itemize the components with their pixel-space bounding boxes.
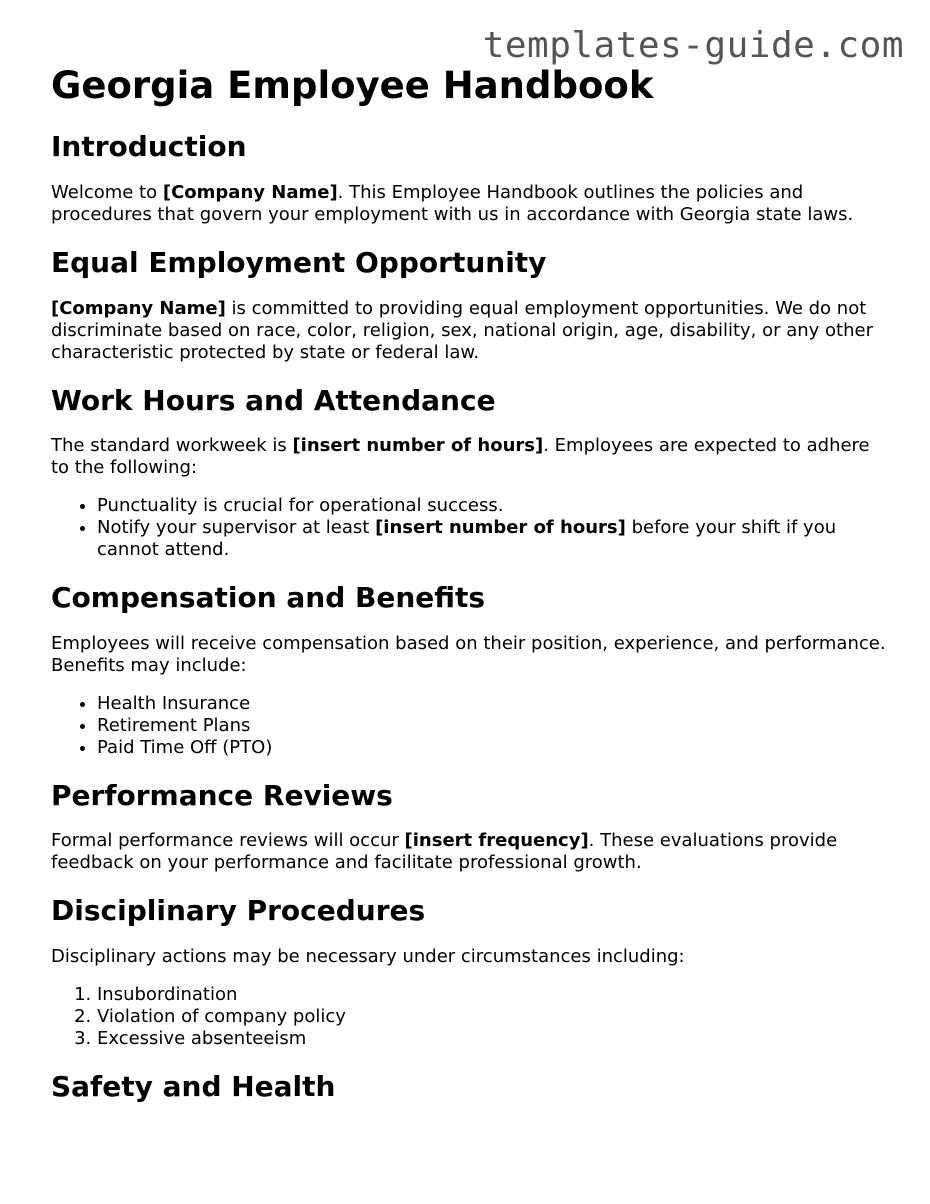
watermark: templates-guide.com: [482, 25, 904, 66]
section-heading-equal-employment: Equal Employment Opportunity: [51, 245, 547, 279]
list-item: • Health Insurance: [97, 693, 891, 715]
document-page: [51, 64, 891, 1122]
benefits-list: [51, 693, 891, 759]
list-item: 2. Violation of company policy: [97, 1006, 891, 1028]
list-item: • Retirement Plans: [97, 715, 891, 737]
text-run: Welcome to: [51, 181, 163, 203]
section-introduction: [51, 130, 891, 226]
list-item: 3. Excessive absenteeism: [97, 1028, 891, 1050]
list-item: • Paid Time Off (PTO): [97, 737, 891, 759]
section-heading-performance: Performance Reviews: [51, 778, 393, 812]
section-disciplinary: [51, 894, 891, 1050]
hours-placeholder: [insert number of hours]: [375, 517, 626, 539]
document-title: Georgia Employee Handbook: [51, 64, 654, 107]
text-run: . This Employee Handbook outlines the policies and procedures that govern your employment with us in accordance with Georgia state laws.: [51, 181, 854, 225]
compensation-paragraph: Employees will receive compensation based on their position, experience, and performance. Benefits may include:: [51, 632, 886, 676]
list-item: 1. Insubordination: [97, 984, 891, 1006]
section-compensation: [51, 581, 891, 759]
list-item: [97, 517, 891, 561]
disciplinary-list: [51, 984, 891, 1050]
hours-placeholder: [insert number of hours]: [292, 435, 544, 457]
text-run: . Employees are expected to adhere to the following:: [51, 435, 870, 479]
section-work-hours: [51, 384, 891, 562]
section-heading-safety: Safety and Health: [51, 1069, 336, 1103]
section-safety: [51, 1070, 891, 1104]
attendance-list: [51, 495, 891, 561]
introduction-paragraph: [51, 182, 891, 226]
section-performance: [51, 779, 891, 875]
text-run: before your shift if you cannot attend.: [97, 517, 837, 561]
company-name-placeholder: [Company Name]: [51, 297, 226, 319]
work-hours-paragraph: [51, 435, 891, 479]
section-heading-compensation: Compensation and Benefits: [51, 581, 486, 615]
text-run: Notify your supervisor at least: [97, 517, 376, 539]
frequency-placeholder: [insert frequency]: [404, 830, 589, 852]
equal-employment-paragraph: [51, 298, 891, 364]
text-run: The standard workweek is: [51, 435, 293, 457]
disciplinary-paragraph: Disciplinary actions may be necessary under circumstances including:: [51, 945, 685, 967]
section-heading-introduction: Introduction: [51, 130, 247, 164]
text-run: is committed to providing equal employment opportunities. We do not discriminate based on race, color, religion, sex, national origin, age, disability, or any other characteristic protected by state or federal law.: [51, 297, 873, 363]
performance-paragraph: [51, 830, 891, 874]
section-heading-disciplinary: Disciplinary Procedures: [51, 894, 426, 928]
section-heading-work-hours: Work Hours and Attendance: [51, 383, 496, 417]
section-equal-employment: [51, 246, 891, 364]
text-run: . These evaluations provide feedback on your performance and facilitate professional growth.: [51, 830, 838, 874]
list-item: • Punctuality is crucial for operational success.: [97, 495, 891, 517]
text-run: Formal performance reviews will occur: [51, 830, 405, 852]
company-name-placeholder: [Company Name]: [162, 181, 338, 203]
